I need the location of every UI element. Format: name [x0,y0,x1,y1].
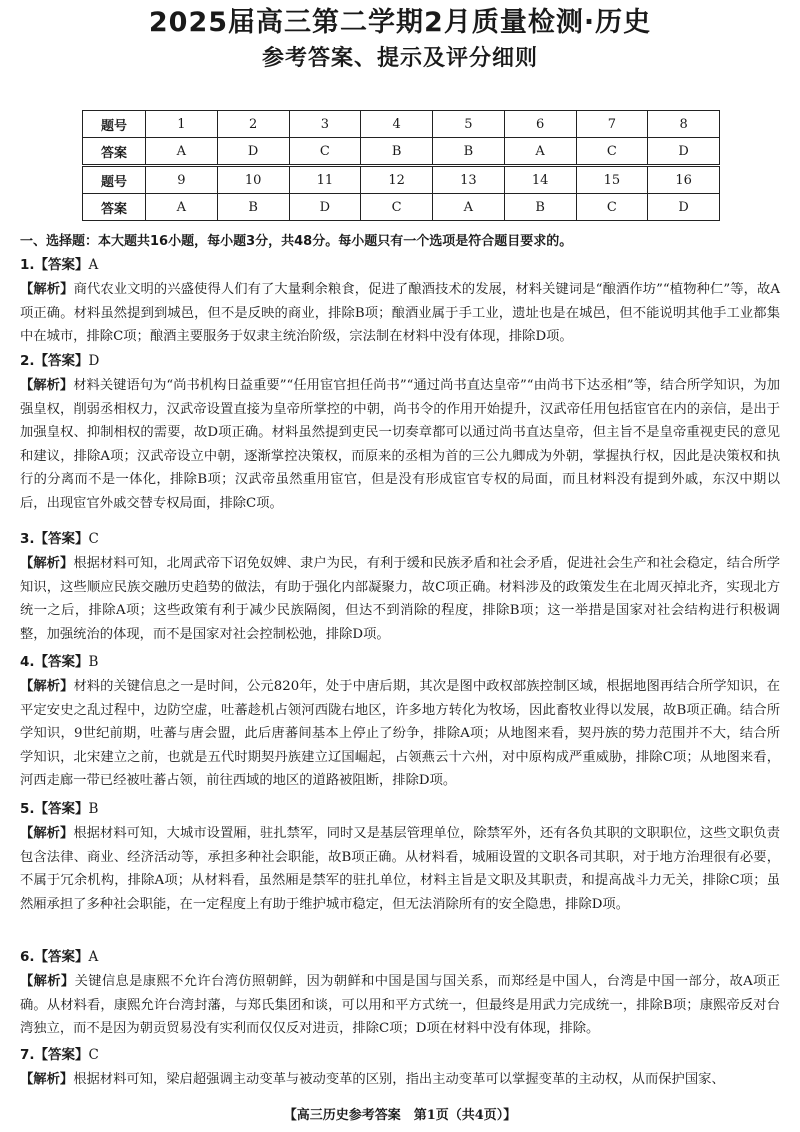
answer-value: C [88,1047,99,1063]
explanation-text: 商代农业文明的兴盛使得人们有了大量剩余粮食，促进了酿酒技术的发展，材料关键词是“酿酒作坊”“植物种仁”等，故A项正确。材料虽然提到到城邑，但不是反映的商业，排除B项；酿酒业属于手工业，遗址也是在城邑，但不能说明其他手工业都集中在城市，排除C项；酿酒主要服务于奴隶主统治阶级，宗法制在材料中没有体现，排除D项。 [20,282,781,344]
question-number-cell: 12 [361,166,433,194]
answer-cell: D [648,138,720,166]
question-number-cell: 1 [146,111,218,138]
answer-cell: C [576,138,648,166]
answer-cell: D [648,194,720,221]
answer-label: 2.【答案】 [20,353,89,369]
answer-cell: A [504,138,576,166]
question-number-cell: 14 [504,166,576,194]
question-1 [20,254,780,349]
answer-label: 5.【答案】 [20,801,89,817]
explanation-text: 材料的关键信息之一是时间，公元820年，处于中唐后期，其次是图中政权部族控制区域，根据地图再结合所学知识，在平定安史之乱过程中，边防空虚，吐蕃趁机占领河西陇右地区，许多地方转化为牧场，因此畜牧业得以发展，故B项正确。结合所学知识，9世纪前期，吐蕃与唐会盟，此后唐蕃间基本上停止了纷争，排除A项；从地图来看，契丹族的势力范围并不大，结合所学知识，北宋建立之前，也就是五代时期契丹族建立辽国崛起，占领燕云十六州，对中原构成严重威胁，排除C项；从地图来看，河西走廊一带已经被吐蕃占领，前往西域的地区的道路被阻断，排除D项。 [20,679,780,788]
explanation-text: 根据材料可知，大城市设置厢，驻扎禁军，同时又是基层管理单位，除禁军外，还有各负其职的文职职位，这些文职负责包含法律、商业、经济活动等，承担多种社会职能，故B项正确。从材料看，城厢设置的文职各司其职，对于地方治理很有必要，不属于冗余机构，排除A项；从材料看，虽然厢是禁军的驻扎单位，材料主旨是文职及其职责，和提高战斗力无关，排除C项；虽然厢承担了多种社会职能，在一定程度上有助于维护城市稳定，但无法消除所有的安全隐患，排除D项。 [20,826,781,912]
section-heading: 一、选择题：本大题共16小题，每小题3分，共48分。每小题只有一个选项是符合题目要求的。 [20,234,573,249]
answer-cell: B [433,138,505,166]
question-number-cell: 7 [576,111,648,138]
explanation-tag: 【解析】 [20,826,74,841]
answer-value: A [88,949,99,965]
answer-value: B [88,801,99,817]
table-row-label: 答案 [83,194,146,221]
question-7 [20,1044,780,1092]
explanation-tag: 【解析】 [20,974,75,989]
answer-line [20,1044,780,1068]
explanation [20,278,780,349]
explanation [20,374,780,515]
answer-cell: C [576,194,648,221]
explanation-tag: 【解析】 [20,556,74,571]
question-number-cell: 10 [217,166,289,194]
table-number-row [83,111,720,138]
answer-value: D [88,353,100,369]
answer-line [20,350,780,374]
explanation-text: 根据材料可知，北周武帝下诏免奴婢、隶户为民，有利于缓和民族矛盾和社会矛盾，促进社会生产和社会稳定，结合所学知识，这些顺应民族交融历史趋势的做法，有助于强化内部凝聚力，故C项正确。材料涉及的政策发生在北周灭掉北齐，实现北方统一之后，排除A项；这些政策有利于减少民族隔阂，但达不到消除的程度，排除B项；这一举措是国家对社会结构进行积极调整，加强统治的体现，而不是国家对社会控制松弛，排除D项。 [20,556,781,642]
answer-line [20,798,780,822]
answer-value: A [88,257,99,273]
answer-cell: B [217,194,289,221]
question-number-cell: 8 [648,111,720,138]
answer-line [20,254,780,278]
table-answer-row [83,138,720,166]
answer-value: C [88,531,99,547]
explanation [20,1068,780,1092]
table-number-row [83,166,720,194]
question-number-cell: 9 [146,166,218,194]
question-number-cell: 15 [576,166,648,194]
explanation-text: 根据材料可知，梁启超强调主动变革与被动变革的区别，指出主动变革可以掌握变革的主动权，从而保护国家、 [73,1072,725,1087]
answer-cell: A [146,138,218,166]
answer-cell: B [504,194,576,221]
answer-cell: A [433,194,505,221]
answer-table [82,110,720,221]
question-number-cell: 6 [504,111,576,138]
answer-cell: C [289,138,361,166]
answer-label: 4.【答案】 [20,654,89,670]
question-number-cell: 11 [289,166,361,194]
question-number-cell: 2 [217,111,289,138]
answer-line [20,651,780,675]
answer-cell: D [217,138,289,166]
question-4 [20,651,780,793]
question-number-cell: 13 [433,166,505,194]
table-row-label: 题号 [83,111,146,138]
question-3 [20,528,780,646]
question-5 [20,798,780,916]
explanation-text: 材料关键语句为“尚书机构日益重要”“任用宦官担任尚书”“通过尚书直达皇帝”“由尚书下达丞相”等，结合所学知识，为加强皇权，削弱丞相权力，汉武帝设置直接为皇帝所掌控的中朝，尚书令的作用开始提升，汉武帝任用包括宦官在内的亲信，是出于加强皇权、抑制相权的需要，故D项正确。材料虽然提到吏民一切奏章都可以通过尚书直达皇帝，但主旨不是皇帝重视吏民的意见和建议，排除A项；汉武帝设立中朝，逐渐掌控决策权，而原来的丞相为首的三公九卿成为外朝，掌握执行权，因此是决策权和执行的分离而不是一体化，排除B项；汉武帝虽然重用宦官，但是没有形成宦官专权的局面，而且材料没有提到外戚，东汉中期以后，出现宦官外戚交替专权局面，排除C项。 [20,378,780,511]
page-subtitle: 参考答案、提示及评分细则 [261,46,538,71]
question-6 [20,946,780,1041]
explanation-tag: 【解析】 [20,378,74,393]
answer-label: 1.【答案】 [20,257,89,273]
answer-value: B [88,654,99,670]
answer-line [20,528,780,552]
answer-line [20,946,780,970]
answer-label: 3.【答案】 [20,531,89,547]
explanation-text: 关键信息是康熙不允许台湾仿照朝鲜，因为朝鲜和中国是国与国关系，而郑经是中国人，台湾是中国一部分，故A项正确。从材料看，康熙允许台湾封藩，与郑氏集团和谈，可以用和平方式统一，但最终是用武力完成统一，排除B项；康熙帝反对台湾独立，而不是因为朝贡贸易没有实利而仅仅反对进贡，排除C项；D项在材料中没有体现，排除。 [20,974,780,1036]
answer-cell: C [361,194,433,221]
explanation [20,970,780,1041]
question-number-cell: 5 [433,111,505,138]
answer-cell: A [146,194,218,221]
explanation [20,552,780,646]
explanation-tag: 【解析】 [20,679,74,694]
explanation-tag: 【解析】 [20,1072,74,1087]
answer-label: 7.【答案】 [20,1047,89,1063]
page-footer: 【高三历史参考答案 第1页（共4页）】 [283,1108,517,1123]
explanation [20,822,780,916]
answer-cell: B [361,138,433,166]
question-number-cell: 16 [648,166,720,194]
table-row-label: 答案 [83,138,146,166]
question-number-cell: 3 [289,111,361,138]
answer-label: 6.【答案】 [20,949,89,965]
explanation [20,675,780,793]
question-2 [20,350,780,515]
question-number-cell: 4 [361,111,433,138]
explanation-tag: 【解析】 [20,282,74,297]
page-title: 2025届高三第二学期2月质量检测·历史 [148,7,652,38]
table-row-label: 题号 [83,166,146,194]
table-answer-row [83,194,720,221]
answer-cell: D [289,194,361,221]
